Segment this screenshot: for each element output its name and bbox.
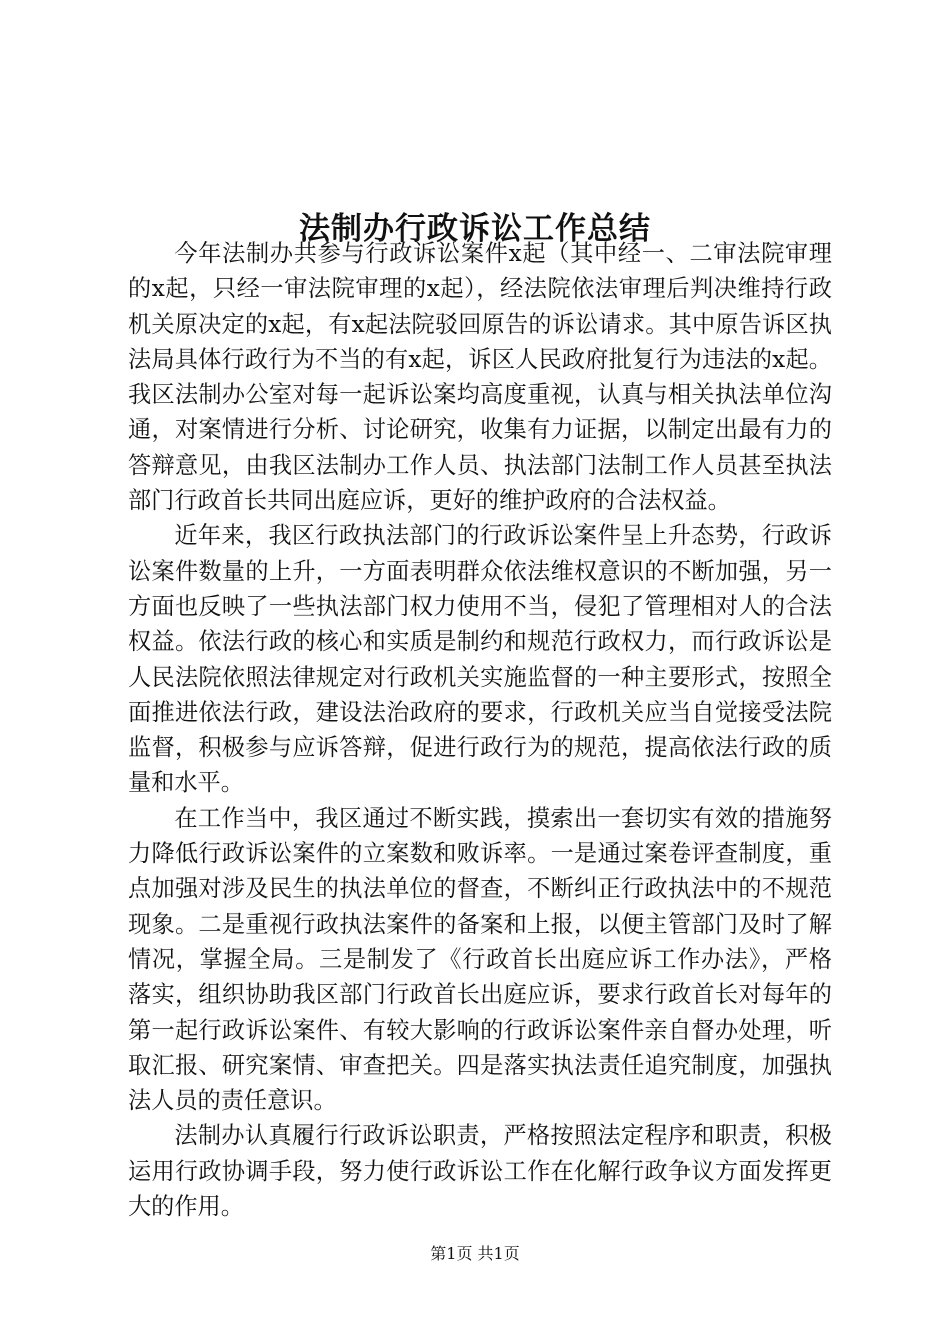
document-body (128, 236, 832, 1224)
document-title: 法制办行政诉讼工作总结 (299, 210, 651, 247)
page-number-footer: 第1页 共1页 (430, 1244, 520, 1263)
paragraph-1: 今年法制办共参与行政诉讼案件x起（其中经一、二审法院审理的x起，只经一审法院审理的x起），经法院依法审理后判决维持行政机关原决定的x起，有x起法院驳回原告的诉讼请求。其中原告诉区执法局具体行政行为不当的有x起，诉区人民政府批复行为违法的x起。我区法制办公室对每一起诉讼案均高度重视，认真与相关执法单位沟通，对案情进行分析、讨论研究，收集有力证据，以制定出最有力的答辩意见，由我区法制办工作人员、执法部门法制工作人员甚至执法部门行政首长共同出庭应诉，更好的维护政府的合法权益。 (128, 240, 832, 515)
paragraph-4: 法制办认真履行行政诉讼职责，严格按照法定程序和职责，积极运用行政协调手段，努力使行政诉讼工作在化解行政争议方面发挥更大的作用。 (128, 1122, 832, 1221)
paragraph-2: 近年来，我区行政执法部门的行政诉讼案件呈上升态势，行政诉讼案件数量的上升，一方面表明群众依法维权意识的不断加强，另一方面也反映了一些执法部门权力使用不当，侵犯了管理相对人的合法权益。依法行政的核心和实质是制约和规范行政权力，而行政诉讼是人民法院依照法律规定对行政机关实施监督的一种主要形式，按照全面推进依法行政，建设法治政府的要求，行政机关应当自觉接受法院监督，积极参与应诉答辩，促进行政行为的规范，提高依法行政的质量和水平。 (128, 522, 832, 797)
paragraph-3: 在工作当中，我区通过不断实践，摸索出一套切实有效的措施努力降低行政诉讼案件的立案数和败诉率。一是通过案卷评查制度，重点加强对涉及民生的执法单位的督查，不断纠正行政执法中的不规范现象。二是重视行政执法案件的备案和上报，以便主管部门及时了解情况，掌握全局。三是制发了《行政首长出庭应诉工作办法》，严格落实，组织协助我区部门行政首长出庭应诉，要求行政首长对每年的第一起行政诉讼案件、有较大影响的行政诉讼案件亲自督办处理，听取汇报、研究案情、审查把关。四是落实执法责任追究制度，加强执法人员的责任意识。 (128, 804, 832, 1115)
